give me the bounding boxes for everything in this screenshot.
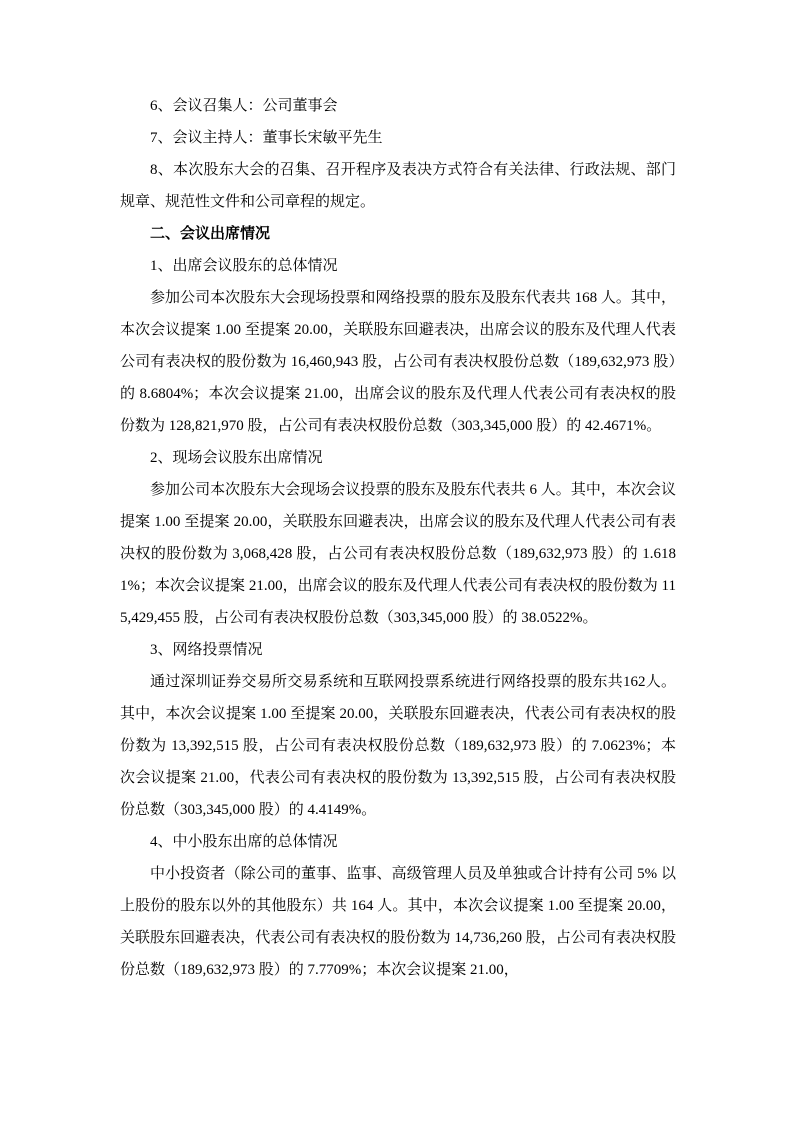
- overall-attendance-paragraph: 参加公司本次股东大会现场投票和网络投票的股东及股东代表共 168 人。其中，本次会议提案 1.00 至提案 20.00，关联股东回避表决，出席会议的股东及代理人代表公司有表决权的股份数为 16,460,943 股，占公司有表决权股份总数（189,632,973 股）的 8.6804%；本次会议提案 21.00，出席会议的股东及代理人代表公司有表决权的股份数为 128,821,970 股，占公司有表决权股份总数（303,345,000 股）的 42.4671%。: [120, 290, 676, 434]
- onsite-attendance-paragraph: 参加公司本次股东大会现场会议投票的股东及股东代表共 6 人。其中，本次会议提案 1.00 至提案 20.00，关联股东回避表决，出席会议的股东及代理人代表公司有表决权的股份数为 3,068,428 股，占公司有表决权股份总数（189,632,973 股）的 1.6181%；本次会议提案 21.00，出席会议的股东及代理人代表公司有表决权的股份数为 115,429,455 股，占公司有表决权股份总数（303,345,000 股）的 38.0522%。: [120, 482, 676, 626]
- meeting-chair-item: 7、会议主持人：董事长宋敏平先生: [150, 130, 383, 146]
- meeting-convener-item: 6、会议召集人：公司董事会: [150, 98, 338, 114]
- online-voting-paragraph: 通过深圳证券交易所交易系统和互联网投票系统进行网络投票的股东共162人。其中，本次会议提案 1.00 至提案 20.00，关联股东回避表决，代表公司有表决权的股份数为 13,392,515 股，占公司有表决权股份总数（189,632,973 股）的 7.0623%；本次会议提案 21.00，代表公司有表决权的股份数为 13,392,515 股，占公司有表决权股份总数（303,345,000 股）的 4.4149%。: [120, 674, 676, 818]
- meeting-legality-paragraph: 8、本次股东大会的召集、召开程序及表决方式符合有关法律、行政法规、部门规章、规范性文件和公司章程的规定。: [120, 162, 676, 210]
- minority-shareholder-paragraph: 中小投资者（除公司的董事、监事、高级管理人员及单独或合计持有公司 5% 以上股份的股东以外的其他股东）共 164 人。其中，本次会议提案 1.00 至提案 20.00，关联股东回避表决，代表公司有表决权的股份数为 14,736,260 股，占公司有表决权股份总数（189,632,973 股）的 7.7709%；本次会议提案 21.00，: [120, 866, 676, 978]
- online-voting-subheading: 3、网络投票情况: [150, 642, 263, 658]
- onsite-attendance-subheading: 2、现场会议股东出席情况: [150, 450, 323, 466]
- attendance-section-heading: 二、会议出席情况: [150, 226, 271, 242]
- overall-attendance-subheading: 1、出席会议股东的总体情况: [150, 258, 338, 274]
- minority-shareholder-subheading: 4、中小股东出席的总体情况: [150, 834, 338, 850]
